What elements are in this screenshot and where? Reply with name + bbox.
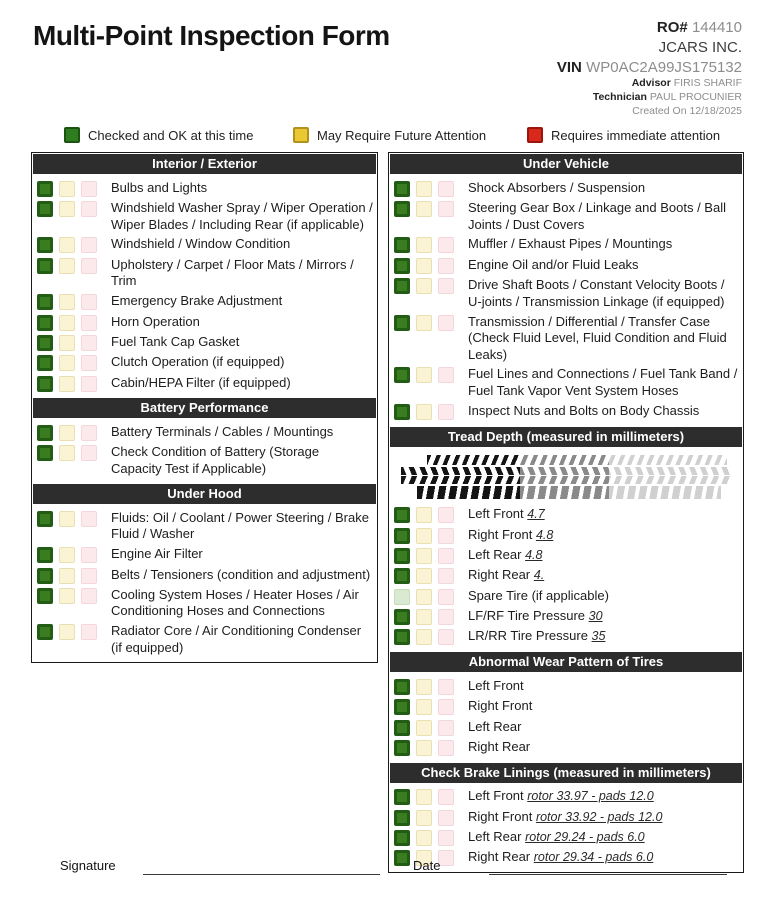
section-rows [389, 673, 743, 762]
inspection-row [394, 848, 739, 868]
inspection-row [394, 606, 739, 626]
inspection-row [394, 717, 739, 737]
checkbox-future-attention[interactable] [416, 258, 432, 274]
checkbox-ok[interactable] [394, 201, 410, 217]
inspection-row [37, 585, 373, 621]
inspection-row [394, 787, 739, 807]
section-header: Under Vehicle [390, 154, 742, 174]
checkbox-ok[interactable] [394, 367, 410, 383]
checkbox-future-attention[interactable] [416, 810, 432, 826]
checkbox-immediate-attention[interactable] [438, 201, 454, 217]
item-label: Right Front rotor 33.92 - pads 12.0 [468, 808, 663, 824]
right-column [388, 152, 744, 873]
checkbox-immediate-attention[interactable] [81, 294, 97, 310]
legend-label: Requires immediate attention [551, 127, 721, 143]
inspection-row [37, 565, 373, 585]
inspection-row [37, 235, 373, 255]
checkbox-immediate-attention[interactable] [438, 528, 454, 544]
ro-number: RO# 144410 [656, 19, 742, 36]
checkbox-ok[interactable] [37, 547, 53, 563]
checkbox-immediate-attention[interactable] [81, 237, 97, 253]
checkbox-immediate-attention[interactable] [81, 624, 97, 640]
checkbox-future-attention[interactable] [59, 568, 75, 584]
advisor: Advisor FIRIS SHARIF [631, 77, 742, 90]
created-on: Created On 12/18/2025 [632, 105, 742, 118]
checkbox-future-attention[interactable] [416, 609, 432, 625]
signature-label: Signature [60, 858, 116, 873]
section-header: Under Hood [33, 484, 376, 504]
item-label: Left Rear 4.8 [468, 546, 543, 562]
checkbox-immediate-attention[interactable] [438, 720, 454, 736]
checkbox-ok[interactable] [394, 679, 410, 695]
checkbox-future-attention[interactable] [59, 237, 75, 253]
checkbox-ok[interactable] [37, 201, 53, 217]
checkbox-immediate-attention[interactable] [81, 445, 97, 461]
checkbox-immediate-attention[interactable] [438, 740, 454, 756]
checkbox-immediate-attention[interactable] [438, 258, 454, 274]
checkbox-future-attention[interactable] [416, 699, 432, 715]
item-label: Shock Absorbers / Suspension [468, 179, 646, 195]
checkbox-immediate-attention[interactable] [81, 315, 97, 331]
inspection-row [37, 178, 373, 198]
item-label: Right Rear [468, 738, 531, 754]
checkbox-future-attention[interactable] [416, 367, 432, 383]
inspection-row [37, 373, 373, 393]
tread-band [401, 476, 731, 484]
legend-item [527, 127, 720, 143]
checkbox-future-attention[interactable] [59, 425, 75, 441]
inspection-row [37, 292, 373, 312]
checkbox-immediate-attention[interactable] [438, 367, 454, 383]
item-label: Right Rear rotor 29.34 - pads 6.0 [468, 849, 654, 865]
item-label: Left Front rotor 33.97 - pads 12.0 [468, 788, 654, 804]
measurement-value: 4.7 [527, 507, 545, 522]
checkbox-ok[interactable] [37, 181, 53, 197]
legend-item [293, 127, 527, 143]
checkbox-future-attention[interactable] [416, 629, 432, 645]
checkbox-ok[interactable] [394, 568, 410, 584]
section-header: Tread Depth (measured in millimeters) [390, 427, 742, 447]
checkbox-future-attention[interactable] [59, 624, 75, 640]
checkbox-ok[interactable] [394, 404, 410, 420]
item-label: Muffler / Exhaust Pipes / Mountings [468, 236, 673, 252]
measurement-value: 4.8 [525, 547, 543, 562]
checkbox-immediate-attention[interactable] [438, 810, 454, 826]
checkbox-future-attention[interactable] [59, 315, 75, 331]
checkbox-ok[interactable] [394, 528, 410, 544]
checkbox-immediate-attention[interactable] [81, 201, 97, 217]
inspection-row [394, 545, 739, 565]
inspection-row [37, 353, 373, 373]
checkbox-immediate-attention[interactable] [81, 335, 97, 351]
section-header: Battery Performance [33, 398, 376, 418]
item-label: Right Rear 4. [468, 567, 545, 583]
checkbox-immediate-attention[interactable] [438, 679, 454, 695]
item-label: Clutch Operation (if equipped) [111, 354, 285, 370]
measurement-value: rotor 29.24 - pads 6.0 [525, 830, 645, 845]
checkbox-future-attention[interactable] [59, 201, 75, 217]
item-label: Transmission / Differential / Transfer Case (Check Fluid Level, Fluid Condition and Fluid Leaks) [468, 313, 727, 362]
item-label: Bulbs and Lights [111, 179, 208, 195]
checkbox-future-attention[interactable] [416, 830, 432, 846]
section-header: Check Brake Linings (measured in millimeters) [390, 763, 742, 783]
item-label: Emergency Brake Adjustment [111, 293, 283, 309]
checkbox-ok[interactable] [37, 511, 53, 527]
inspection-row [37, 622, 373, 658]
section-header: Abnormal Wear Pattern of Tires [390, 652, 742, 672]
section-rows [389, 784, 743, 873]
tread-band [427, 455, 727, 465]
checkbox-ok[interactable] [37, 588, 53, 604]
checkbox-ok[interactable] [37, 294, 53, 310]
checkbox-ok[interactable] [37, 355, 53, 371]
checkbox-future-attention[interactable] [416, 789, 432, 805]
header-info [557, 18, 742, 119]
checkbox-ok[interactable] [37, 237, 53, 253]
section-rows [389, 502, 743, 652]
checkbox-immediate-attention[interactable] [81, 181, 97, 197]
checkbox-ok[interactable] [394, 258, 410, 274]
section-header: Interior / Exterior [33, 154, 376, 174]
checkbox-ok[interactable] [37, 624, 53, 640]
checkbox-ok[interactable] [394, 789, 410, 805]
date-line[interactable] [489, 873, 727, 875]
inspection-row [394, 737, 739, 757]
checkbox-immediate-attention[interactable] [81, 547, 97, 563]
measurement-value: 35 [591, 629, 606, 644]
item-label: Drive Shaft Boots / Constant Velocity Boots / U-joints / Transmission Linkage (if equipped) [468, 277, 725, 309]
item-label: Fuel Tank Cap Gasket [111, 333, 240, 349]
checkbox-future-attention[interactable] [416, 201, 432, 217]
item-label: Radiator Core / Air Conditioning Condenser (if equipped) [111, 623, 362, 655]
inspection-row [394, 365, 739, 401]
checkbox-future-attention[interactable] [59, 547, 75, 563]
checkbox-immediate-attention[interactable] [81, 355, 97, 371]
checkbox-future-attention[interactable] [59, 355, 75, 371]
checkbox-immediate-attention[interactable] [81, 511, 97, 527]
checkbox-future-attention[interactable] [416, 548, 432, 564]
checkbox-immediate-attention[interactable] [81, 258, 97, 274]
checkbox-future-attention[interactable] [416, 507, 432, 523]
inspection-row [394, 178, 739, 198]
checkbox-immediate-attention[interactable] [438, 629, 454, 645]
measurement-value: rotor 29.34 - pads 6.0 [533, 850, 654, 865]
inspection-row [37, 312, 373, 332]
section-rows [389, 175, 743, 426]
status-ok-icon [64, 127, 80, 143]
item-label: Left Front [468, 677, 524, 693]
form-columns [31, 152, 744, 873]
item-label: Upholstery / Carpet / Floor Mats / Mirrors / Trim [111, 256, 354, 289]
item-label: Battery Terminals / Cables / Mountings [111, 424, 334, 440]
checkbox-ok[interactable] [394, 315, 410, 331]
checkbox-ok[interactable] [394, 699, 410, 715]
checkbox-immediate-attention[interactable] [81, 568, 97, 584]
item-label: Engine Oil and/or Fluid Leaks [468, 256, 639, 272]
item-label: Windshield Washer Spray / Wiper Operation / Wiper Blades / Including Rear (if applicable) [111, 200, 373, 232]
checkbox-future-attention[interactable] [416, 679, 432, 695]
tire-tread-image [401, 454, 731, 500]
section-rows [32, 419, 377, 483]
checkbox-future-attention[interactable] [59, 445, 75, 461]
legend-label: Checked and OK at this time [88, 127, 254, 143]
inspection-row [394, 807, 739, 827]
checkbox-ok[interactable] [394, 720, 410, 736]
checkbox-ok[interactable] [394, 181, 410, 197]
checkbox-immediate-attention[interactable] [438, 237, 454, 253]
inspection-row [37, 545, 373, 565]
item-label: Left Rear [468, 718, 522, 734]
checkbox-future-attention[interactable] [416, 528, 432, 544]
checkbox-future-attention[interactable] [416, 404, 432, 420]
date-label: Date [413, 858, 441, 873]
inspection-row [394, 401, 739, 421]
item-label: Horn Operation [111, 313, 200, 329]
checkbox-immediate-attention[interactable] [438, 181, 454, 197]
checkbox-future-attention[interactable] [416, 315, 432, 331]
checkbox-immediate-attention[interactable] [438, 789, 454, 805]
checkbox-future-attention[interactable] [59, 294, 75, 310]
measurement-value: 4. [533, 568, 545, 583]
inspection-row [394, 586, 739, 606]
checkbox-future-attention[interactable] [416, 568, 432, 584]
inspection-row [394, 697, 739, 717]
checkbox-future-attention[interactable] [416, 740, 432, 756]
checkbox-ok[interactable] [394, 609, 410, 625]
inspection-row [37, 332, 373, 352]
item-label: Check Condition of Battery (Storage Capacity Test if Applicable) [111, 444, 320, 476]
checkbox-immediate-attention[interactable] [438, 278, 454, 294]
status-future-attention-icon [293, 127, 309, 143]
measurement-value: 30 [588, 609, 603, 624]
checkbox-immediate-attention[interactable] [438, 589, 454, 605]
checkbox-future-attention[interactable] [59, 335, 75, 351]
section-rows [32, 175, 377, 397]
page-title: Multi-Point Inspection Form [33, 20, 390, 51]
tread-band [401, 467, 731, 475]
inspection-row [394, 255, 739, 275]
item-label: LR/RR Tire Pressure 35 [468, 628, 606, 644]
checkbox-ok[interactable] [37, 425, 53, 441]
checkbox-ok[interactable] [394, 850, 410, 866]
item-label: Cooling System Hoses / Heater Hoses / Air Conditioning Hoses and Connections [111, 586, 359, 619]
signature-line[interactable] [143, 873, 380, 875]
checkbox-ok[interactable] [37, 568, 53, 584]
inspection-row [394, 827, 739, 847]
inspection-row [394, 525, 739, 545]
item-label: Inspect Nuts and Bolts on Body Chassis [468, 402, 700, 418]
checkbox-ok[interactable] [394, 237, 410, 253]
checkbox-ok[interactable] [37, 335, 53, 351]
checkbox-immediate-attention[interactable] [438, 609, 454, 625]
checkbox-ok[interactable] [394, 278, 410, 294]
checkbox-future-attention[interactable] [416, 720, 432, 736]
checkbox-ok[interactable] [394, 810, 410, 826]
checkbox-immediate-attention[interactable] [438, 830, 454, 846]
checkbox-ok[interactable] [394, 548, 410, 564]
inspection-row [394, 566, 739, 586]
inspection-row [394, 235, 739, 255]
checkbox-immediate-attention[interactable] [438, 548, 454, 564]
inspection-row [394, 505, 739, 525]
inspection-row [394, 276, 739, 312]
checkbox-immediate-attention[interactable] [438, 568, 454, 584]
checkbox-ok[interactable] [37, 315, 53, 331]
checkbox-ok[interactable] [394, 629, 410, 645]
item-label: Windshield / Window Condition [111, 236, 291, 252]
checkbox-immediate-attention[interactable] [438, 507, 454, 523]
checkbox-ok[interactable] [37, 445, 53, 461]
item-label: Belts / Tensioners (condition and adjustment) [111, 566, 371, 582]
legend-label: May Require Future Attention [317, 127, 487, 143]
legend-item [64, 127, 293, 143]
inspection-row [37, 443, 373, 479]
technician: Technician PAUL PROCUNIER [592, 91, 742, 104]
inspection-row [37, 422, 373, 442]
checkbox-future-attention[interactable] [59, 511, 75, 527]
checkbox-future-attention[interactable] [59, 181, 75, 197]
checkbox-immediate-attention[interactable] [438, 699, 454, 715]
item-label: Right Front [468, 698, 533, 714]
vin: VIN WP0AC2A99JS175132 [556, 58, 742, 76]
inspection-row [37, 508, 373, 544]
item-label: Fuel Lines and Connections / Fuel Tank Band / Fuel Tank Vapor Vent System Hoses [468, 366, 738, 398]
checkbox-future-attention[interactable] [59, 588, 75, 604]
checkbox-future-attention[interactable] [59, 376, 75, 392]
inspection-row [394, 676, 739, 696]
checkbox-ok[interactable] [394, 507, 410, 523]
item-label: Engine Air Filter [111, 546, 203, 562]
left-column [31, 152, 378, 663]
checkbox-future-attention[interactable] [416, 278, 432, 294]
item-label: Fluids: Oil / Coolant / Power Steering / Brake Fluid / Washer [111, 509, 369, 542]
item-label: Right Front 4.8 [468, 526, 554, 542]
checkbox-immediate-attention[interactable] [81, 588, 97, 604]
checkbox-ok[interactable] [394, 830, 410, 846]
status-immediate-attention-icon [527, 127, 543, 143]
inspection-row [394, 627, 739, 647]
checkbox-immediate-attention[interactable] [81, 425, 97, 441]
checkbox-future-attention[interactable] [59, 258, 75, 274]
item-label: Cabin/HEPA Filter (if equipped) [111, 374, 291, 390]
company-name: JCARS INC. [658, 38, 742, 56]
item-label: Steering Gear Box / Linkage and Boots / Ball Joints / Dust Covers [468, 200, 726, 232]
legend [64, 127, 720, 143]
measurement-value: rotor 33.92 - pads 12.0 [535, 809, 663, 824]
measurement-value: 4.8 [535, 527, 554, 542]
item-label: Spare Tire (if applicable) [468, 587, 609, 603]
inspection-row [394, 312, 739, 365]
inspection-row [37, 255, 373, 291]
checkbox-immediate-attention[interactable] [438, 404, 454, 420]
measurement-value: rotor 33.97 - pads 12.0 [527, 789, 654, 804]
checkbox-ok[interactable] [37, 258, 53, 274]
item-label: Left Front 4.7 [468, 506, 545, 522]
section-rows [32, 505, 377, 662]
checkbox-future-attention[interactable] [416, 589, 432, 605]
checkbox-ok[interactable] [394, 589, 410, 605]
checkbox-future-attention[interactable] [416, 237, 432, 253]
inspection-row [394, 198, 739, 234]
item-label: Left Rear rotor 29.24 - pads 6.0 [468, 829, 645, 845]
checkbox-immediate-attention[interactable] [438, 315, 454, 331]
checkbox-ok[interactable] [394, 740, 410, 756]
inspection-row [37, 198, 373, 234]
checkbox-ok[interactable] [37, 376, 53, 392]
checkbox-future-attention[interactable] [416, 181, 432, 197]
checkbox-immediate-attention[interactable] [81, 376, 97, 392]
item-label: LF/RF Tire Pressure 30 [468, 608, 603, 624]
tread-band [417, 486, 721, 499]
